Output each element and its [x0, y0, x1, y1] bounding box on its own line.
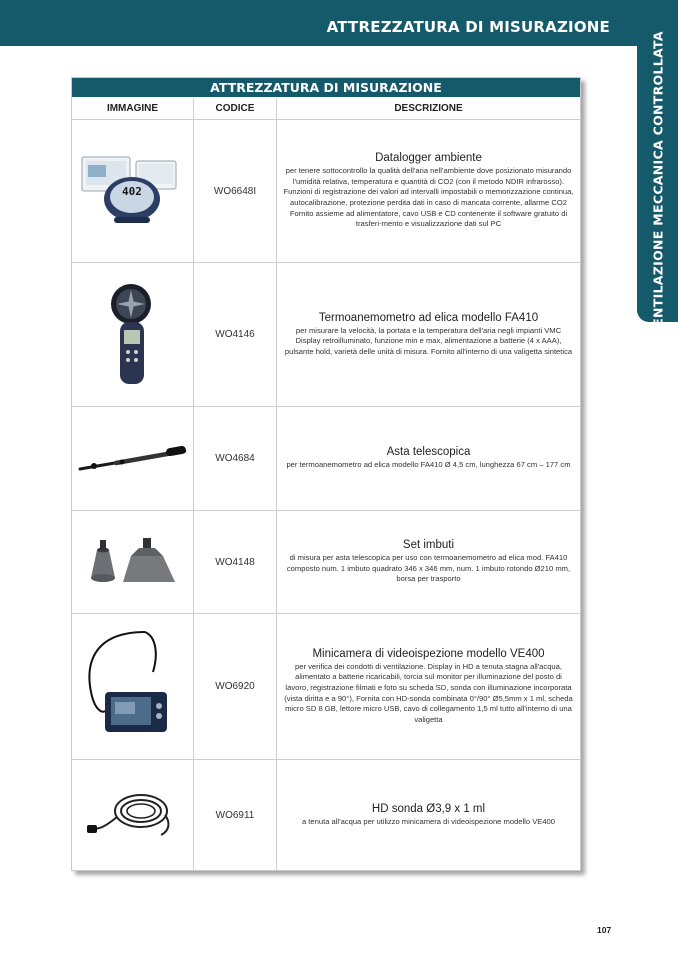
product-text: a tenuta all'acqua per utilizzo minicamera di videoispezione modello VE400	[301, 816, 556, 826]
product-description	[277, 760, 580, 870]
product-image	[72, 407, 194, 510]
product-image	[72, 760, 194, 870]
product-title: Datalogger ambiente	[375, 152, 482, 165]
product-code: WO4148	[194, 511, 277, 613]
column-header-image: IMMAGINE	[72, 98, 194, 119]
product-title: HD sonda Ø3,9 x 1 ml	[371, 802, 486, 815]
product-code: WO4684	[194, 407, 277, 510]
table-row	[72, 760, 580, 870]
product-text: per misurare la velocità, la portata e la temperatura dell'aria negli impianti VMC Display retroilluminato, funzione min e max, alimentazione a batterie (4 x AAA), pulsante hold, varietà delle unità di misura. Fornito all'interno di una valigetta sintetica	[284, 325, 573, 356]
product-title: Minicamera di videoispezione modello VE400	[312, 647, 545, 660]
telescopic-rod-icon	[76, 439, 190, 479]
svg-text:402: 402	[121, 185, 142, 198]
table-row	[72, 120, 580, 263]
product-code: WO6920	[194, 614, 277, 759]
top-banner	[0, 0, 678, 46]
table-row	[72, 614, 580, 760]
vane-anemometer-icon	[103, 280, 163, 390]
side-tab-label: VENTILAZIONE MECCANICA CONTROLLATA	[650, 31, 665, 337]
measuring-funnels-icon	[83, 532, 183, 592]
product-description	[277, 614, 580, 759]
product-image	[72, 263, 194, 406]
product-image	[72, 614, 194, 759]
product-text: per verifica dei condotti di ventilazione. Display in HD a tenuta stagna all'acqua, alimentato a batterie ricaricabili, torcia sul monitor per illuminazione del posto di lavoro, registrazione filmati e foto su scheda SD, sonda con illuminazione incorporata (vista diritta e a 90°), Fornita con HD-sonda combinata 0°/90° Ø5,5mm x 1 ml, scheda micro SD 8 GB, lettore micro USB, cavo di collegamento 1,5 ml tutto all'interno di una valigetta	[284, 661, 573, 724]
inspection-camera-icon	[75, 622, 191, 752]
product-description	[277, 120, 580, 262]
banner-title: ATTREZZATURA DI MISURAZIONE	[326, 18, 610, 36]
table-header	[72, 97, 580, 120]
product-text: per termoanemometro ad elica modello FA410 Ø 4,5 cm, lunghezza 67 cm – 177 cm	[286, 460, 571, 470]
product-code: WO4146	[194, 263, 277, 406]
product-table	[71, 77, 581, 871]
table-row	[72, 511, 580, 614]
table-title: ATTREZZATURA DI MISURAZIONE	[72, 78, 580, 97]
product-description	[277, 263, 580, 406]
product-title: Asta telescopica	[386, 446, 471, 459]
hd-probe-cable-icon	[83, 785, 183, 845]
table-row	[72, 263, 580, 407]
product-image	[72, 120, 194, 262]
column-header-code: CODICE	[194, 98, 277, 119]
table-row	[72, 407, 580, 511]
co2-datalogger-icon	[78, 151, 188, 231]
product-description	[277, 511, 580, 613]
product-code: WO6648I	[194, 120, 277, 262]
product-text: di misura per asta telescopica per uso con termoanemometro ad elica mod. FA410 composto num. 1 imbuto quadrato 346 x 346 mm, num. 1 imbuto rotondo Ø210 mm, borsa per trasporto	[286, 553, 571, 584]
product-title: Set imbuti	[402, 539, 455, 552]
column-header-description: DESCRIZIONE	[394, 103, 463, 114]
product-text: per tenere sottocontrollo la qualità dell'aria nell'ambiente dove posizionato misurando l'umidità relativa, temperatura e quantità di CO2 (con il metodo NDIR infrarosso). Funzioni di registrazione dei valori ad intervalli impostabili o memorizzazione continua, autocalibrazione, protezione perdita dati in caso di mancata corrente, allarme CO2 Fornito assieme ad alimentatore, cavo USB e CD contenente il software gratuito di trasferi-mento e visualizzazione dati sul PC	[283, 166, 574, 229]
product-code: WO6911	[194, 760, 277, 870]
product-description	[277, 407, 580, 510]
page-number: 107	[597, 925, 612, 935]
product-title: Termoanemometro ad elica modello FA410	[318, 311, 539, 324]
product-image	[72, 511, 194, 613]
side-section-tab	[637, 31, 678, 337]
